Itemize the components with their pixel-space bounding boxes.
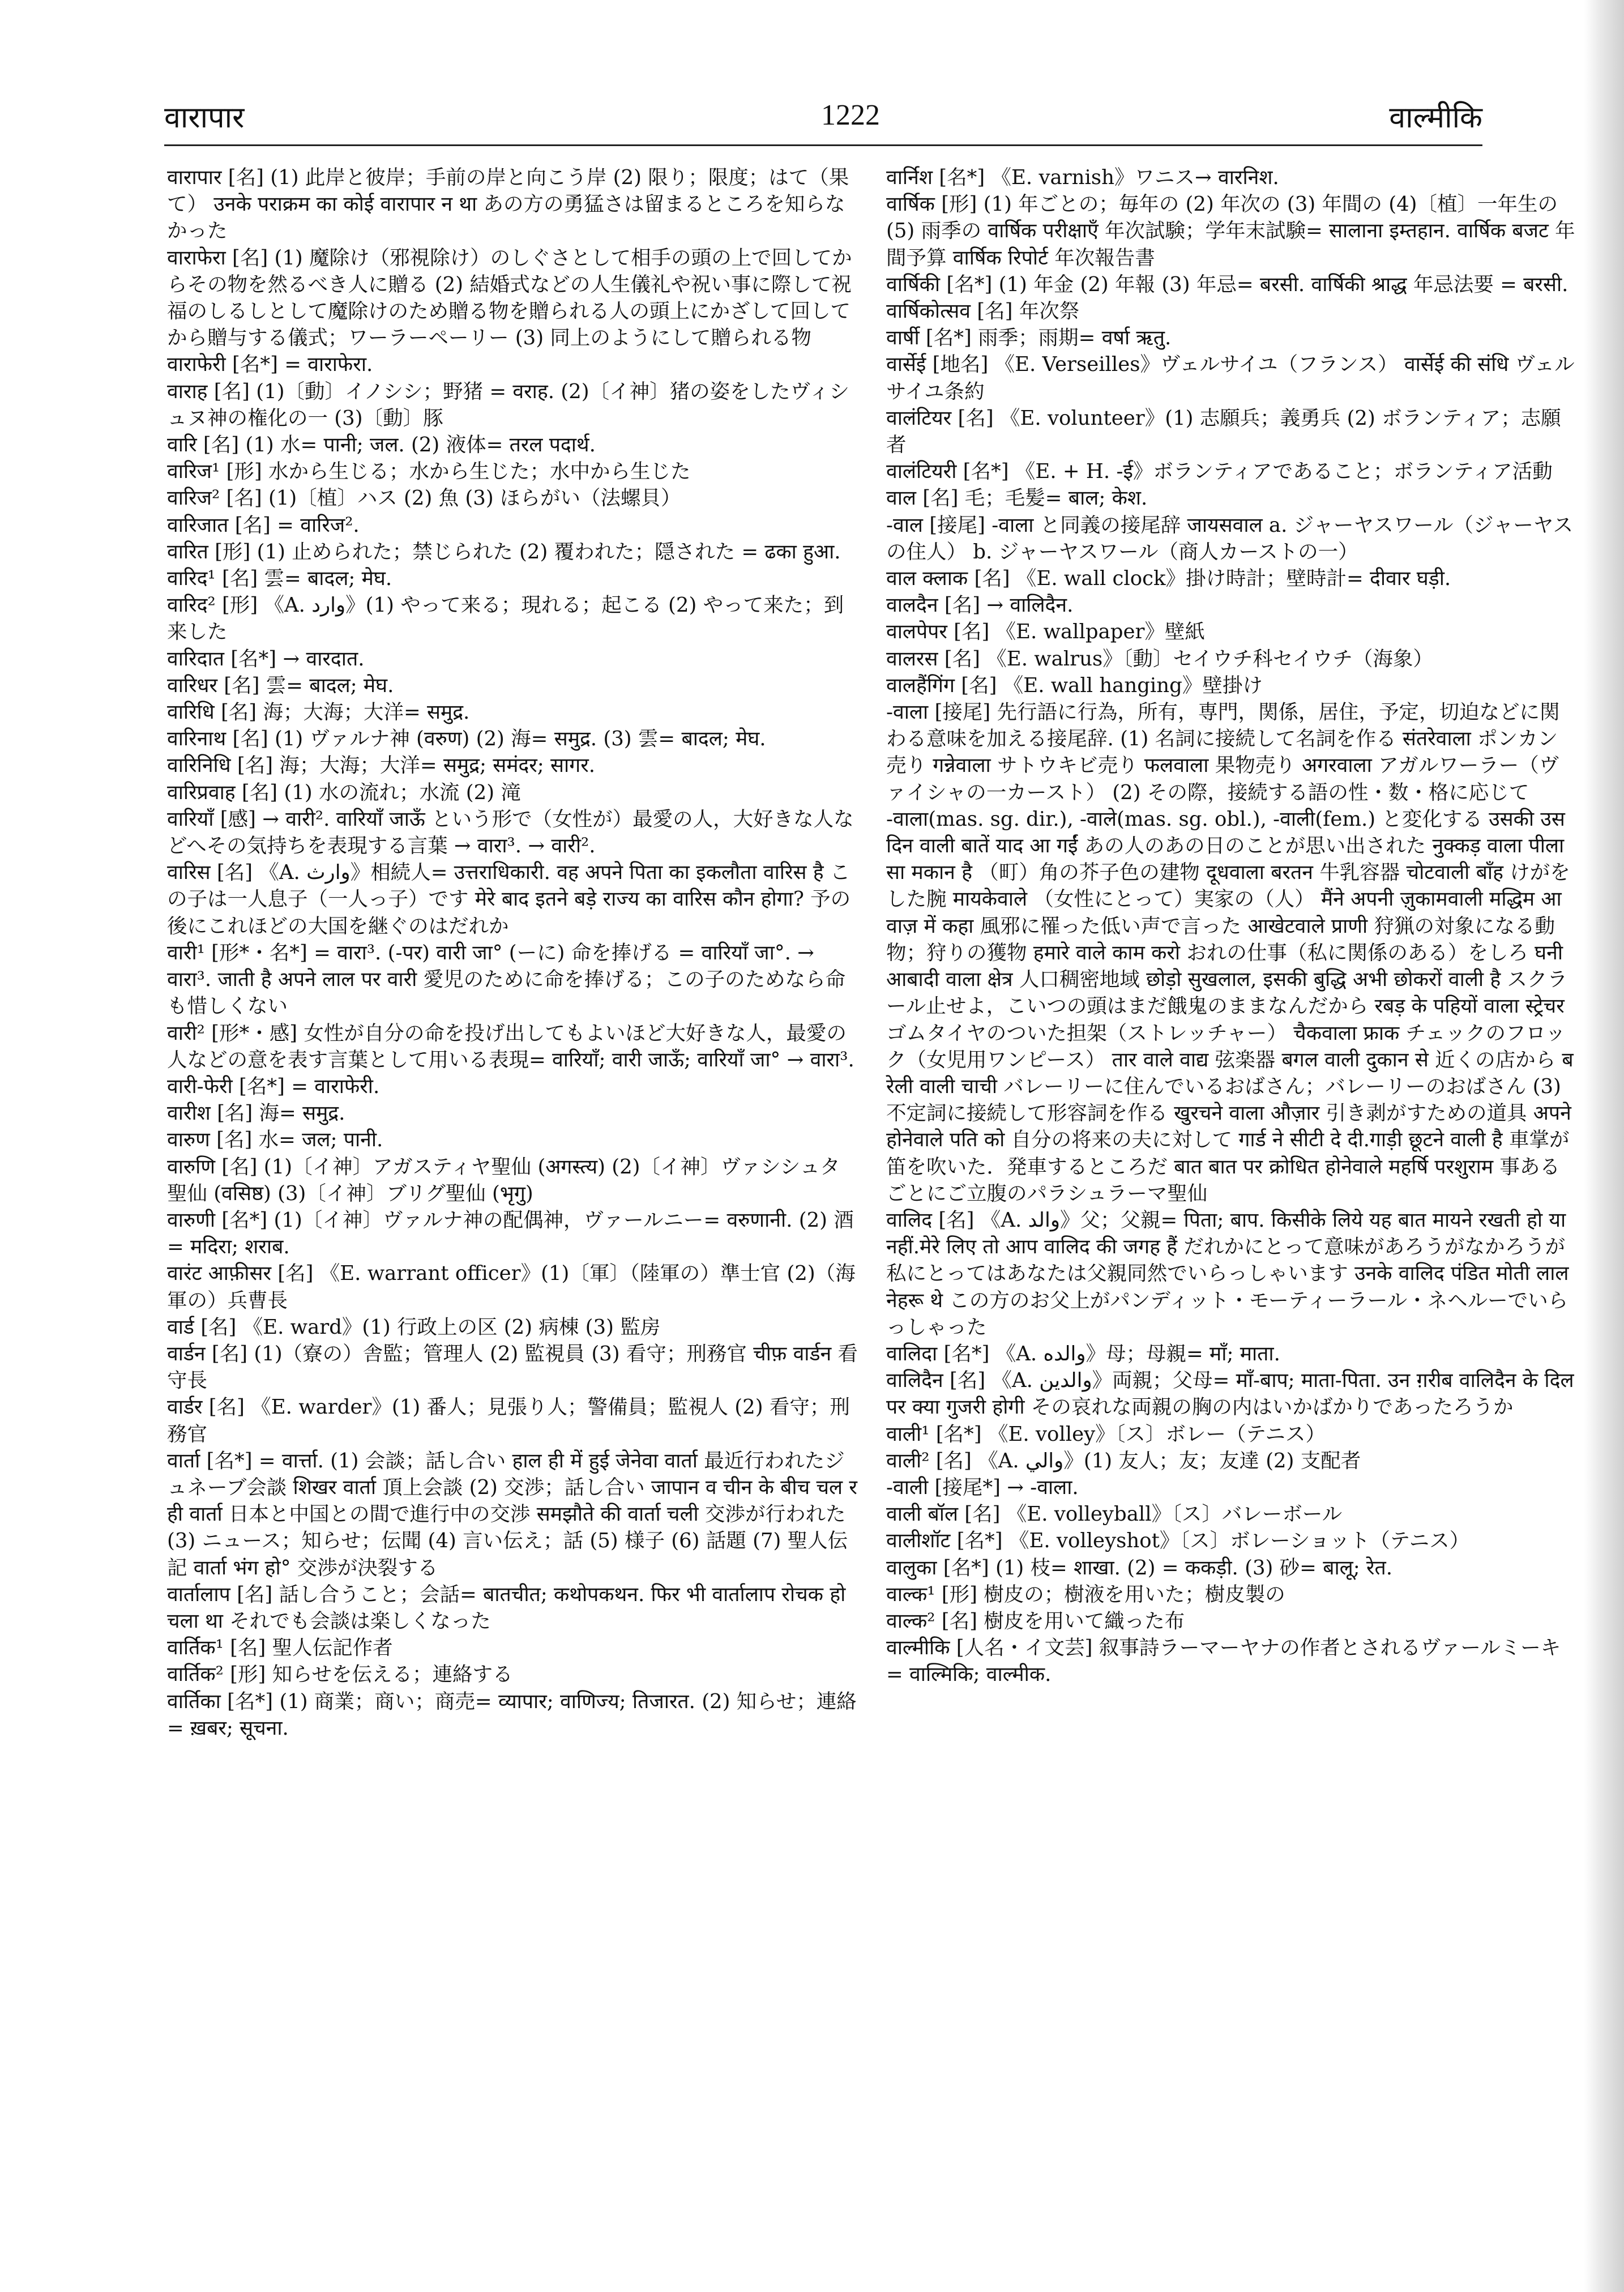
dictionary-entry: वाल [名] 毛；毛髪= बाल; केश. <box>886 486 1148 510</box>
dictionary-entry: वार्तिक² [形] 知らせを伝える；連絡する <box>167 1663 513 1687</box>
dictionary-entry: वाराफेरी [名*] = वाराफेरा. <box>167 353 373 377</box>
dictionary-entry: वारुणि [名] (1)〔イ神〕アガスティヤ聖仙 (अगस्त्य) (2)〔イ神〕ヴァシシュタ聖仙 (वसिष्ठ) (3)〔イ神〕ブリグ聖仙 (भृगु) <box>167 1155 840 1205</box>
dictionary-entry: -वाल [接尾] -वाला と同義の接尾辞 जायसवाल a. ジャーヤスワール（ジャーヤスの住人） b. ジャーヤスワール（商人カーストの一） <box>886 513 1574 564</box>
dictionary-entry: वार्षिकी [名*] (1) 年金 (2) 年報 (3) 年忌= बरसी. वार्षिकी श्राद्ध 年忌法要 = बरसी. <box>886 272 1569 296</box>
dictionary-entry: वारिनाथ [名] (1) ヴァルナ神 (वरुण) (2) 海= समुद्र. (3) 雲= बादल; मेघ. <box>167 727 766 751</box>
dictionary-entry: वालपेपर [名] 《E. wallpaper》壁紙 <box>886 620 1205 644</box>
dictionary-entry: वारिस [名] 《A. وارث》相続人= उत्तराधिकारी. वह अपने पिता का इकलौता वारिस है この子は一人息子（一人っ子）です मेरे बाद इतने बड़े राज्य का वारिस कौन होगा? 予の後にこれほどの大国を継ぐのはだれか <box>167 861 851 938</box>
dictionary-entry: वारिद² [形] 《A. وارد》(1) やって来る；現れる；起こる (2) やって来た；到来した <box>167 594 844 644</box>
dictionary-entry: वारिद¹ [名] 雲= बादल; मेघ. <box>167 567 392 591</box>
dictionary-entry: वारीश [名] 海= समुद्र. <box>167 1102 345 1125</box>
dictionary-entry: वारी² [形*・感] 女性が自分の命を投げ出してもよいほど大好きな人，最愛の人などの意を表す言葉として用いる表現= वारियाँ; वारी जाऊँ; वारियाँ जा° → वारा³. <box>167 1021 854 1072</box>
dictionary-entry: वाली² [名] 《A. والي》(1) 友人；友；友達 (2) 支配者 <box>886 1449 1361 1472</box>
header-rule <box>164 144 1482 146</box>
dictionary-entry: वार्तिक¹ [名] 聖人伝記作者 <box>167 1636 393 1660</box>
dictionary-entry: वालदैन [名] → वालिदैन. <box>886 594 1074 617</box>
dictionary-entry: वालरस [名] 《E. walrus》〔動〕セイウチ科セイウチ（海象） <box>886 647 1433 671</box>
page-edge-shadow <box>1584 0 1624 2292</box>
dictionary-entry: -वाली [接尾*] → -वाला. <box>886 1475 1079 1499</box>
dictionary-entry: वाल क्लाक [名] 《E. wall clock》掛け時計；壁時計= दीवार घड़ी. <box>886 567 1451 591</box>
dictionary-entry: वार्डर [名] 《E. warder》(1) 番人；見張り人；警備員；監視人 (2) 看守；刑務官 <box>167 1395 850 1446</box>
dictionary-entry: वार्ड [名] 《E. ward》(1) 行政上の区 (2) 病棟 (3) 監房 <box>167 1315 661 1339</box>
dictionary-entry: वार्षी [名*] 雨季；雨期= वर्षा ऋतु. <box>886 326 1172 350</box>
dictionary-entry: वारी-फेरी [名*] = वाराफेरी. <box>167 1074 380 1098</box>
dictionary-entry: वालुका [名*] (1) 枝= शाखा. (2) = ककड़ी. (3) 砂= बालू; रेत. <box>886 1556 1393 1580</box>
dictionary-entry: वारिप्रवाह [名] (1) 水の流れ；水流 (2) 滝 <box>167 780 521 804</box>
dictionary-entry: वारियाँ [感] → वारी². वारियाँ जाऊँ という形で（女性が）最愛の人，大好きな人などへその気持ちを表現する言葉 → वारा³. → वारी². <box>167 807 854 858</box>
dictionary-entry: वार्षिक [形] (1) 年ごとの；毎年の (2) 年次の (3) 年間の (4)〔植〕一年生の (5) 雨季の वार्षिक परीक्षाएँ 年次試験；学年末試験= सालाना इम्तहान. वार्षिक बजट 年間予算 वार्षिक रिपोर्ट 年次報告書 <box>886 193 1575 270</box>
dictionary-entry: वालिद [名] 《A. والد》父；父親= पिता; बाप. किसीके लिये यह बात मायने रखती हो या नहीं.मेरे लिए तो आप वालिद की जगह हैं だれかにとって意味があろうがなかろうが私にとってはあなたは父親同然でいらっしゃいます उनके वालिद पंडित मोती लाल नेहरू थे この方のお父上がパンディット・モーティーラール・ネヘルーでいらっしゃった <box>886 1208 1569 1339</box>
dictionary-entry: वारिदात [名*] → वारदात. <box>167 647 365 671</box>
dictionary-entry: वालंटियर [名] 《E. volunteer》(1) 志願兵；義勇兵 (2) ボランティア；志願者 <box>886 406 1561 457</box>
dictionary-entry: वारिधर [名] 雲= बादल; मेघ. <box>167 673 394 697</box>
dictionary-entry: वाराह [名] (1)〔動〕イノシシ；野猪 = वराह. (2)〔イ神〕猪の姿をしたヴィシュヌ神の権化の一 (3)〔動〕豚 <box>167 379 849 430</box>
dictionary-entry: वाली बॉल [名] 《E. volleyball》〔ス〕バレーボール <box>886 1503 1343 1526</box>
left-running-headword: वारापार <box>164 101 245 135</box>
dictionary-entry: -वाला [接尾] 先行語に行為，所有，専門，関係，居住，予定，切迫などに関わる意味を加える接尾辞. (1) 名詞に接続して名詞を作る संतरेवाला ポンカン売り गन्नेवाला サトウキビ売り फलवाला 果物売り अगरवाला アガルワーラー（ヴァイシャの一カースト） (2) その際，接続する語の性・数・格に応じて -वाला(mas. sg. dir.), -वाले(mas. sg. obl.), -वाली(fem.) と変化する उसकी उस दिन वाली बातें याद आ गईं あの人のあの日のことが思い出された नुक्कड़ वाला पीला सा मकान है （町）角の芥子色の建物 दूधवाला बरतन 牛乳容器 चोटवाली बाँह けがをした腕 मायकेवाले （女性にとって）実家の（人） मैंने अपनी ज़ुकामवाली मद्धिम आवाज़ में कहा 風邪に罹った低い声で言った आखेटवाले प्राणी 狩猟の対象になる動物；狩りの獲物 हमारे वाले काम करो おれの仕事（私に関係のある）をしろ घनी आबादी वाला क्षेत्र 人口稠密地域 छोड़ो सुखलाल, इसकी बुद्धि अभी छोकरों वाली है スクラール止せよ，こいつの頭はまだ餓鬼のままなんだから रबड़ के पहियों वाला स्ट्रेचर ゴムタイヤのついた担架（ストレッチャー） चैकवाला फ्राक チェックのフロック（女児用ワンピース） तार वाले वाद्य 弦楽器 बगल वाली दुकान से 近くの店から बरेली वाली चाची バレーリーに住んでいるおばさん；バレーリーのおばさん (3) 不定詞に接続して形容詞を作る खुरचने वाला औज़ार 引き剥がすための道具 अपने होनेवाले पति को 自分の将来の夫に対して गार्ड ने सीटी दे दी.गाड़ी छूटने वाली है 車掌が笛を吹いた．発車するところだ बात बात पर क्रोधित होनेवाले महर्षि परशुराम 事あるごとにご立腹のパラシュラーマ聖仙 <box>886 701 1574 1205</box>
dictionary-entry: वालहैंगिंग [名] 《E. wall hanging》壁掛け <box>886 673 1263 697</box>
right-column <box>886 164 1577 1688</box>
dictionary-entry: वार्निश [名*] 《E. varnish》ワニス→ वारनिश. <box>886 166 1279 189</box>
dictionary-entry: वार्तालाप [名] 話し合うこと；会話= बातचीत; कथोपकथन. फिर भी वार्तालाप रोचक हो चला था それでも会談は楽しくなった <box>167 1582 846 1633</box>
dictionary-entry: वाराफेरा [名] (1) 魔除け（邪視除け）のしぐさとして相手の頭の上で回してからその物を然るべき人に贈る (2) 結婚式などの人生儀礼や祝い事に際して祝福のしるしとして魔除けのため贈る物を贈られる人の頭上にかざして回してから贈与する儀式；ワーラーペーリー (3) 同上のようにして贈られる物 <box>167 246 852 350</box>
dictionary-entry: वालिदा [名*] 《A. والده》母；母親= माँ; माता. <box>886 1342 1280 1365</box>
dictionary-entry: वार्तिका [名*] (1) 商業；商い；商売= व्यापार; वाणिज्य; तिजारत. (2) 知らせ；連絡= ख़बर; सूचना. <box>167 1689 857 1740</box>
dictionary-entry: वारिनिधि [名] 海；大海；大洋= समुद्र; समंदर; सागर. <box>167 754 596 778</box>
dictionary-entry: वारी¹ [形*・名*] = वारा³. (-पर) वारी जा° (ーに) 命を捧げる = वारियाँ जा°. → वारा³. जाती है अपने लाल पर वारी 愛児のために命を捧げる；この子のためなら命も惜しくない <box>167 941 846 1018</box>
dictionary-entry: वार्ता [名*] = वार्त्ता. (1) 会談；話し合い हाल ही में हुई जेनेवा वार्ता 最近行われたジュネーブ会談 शिखर वार्ता 頂上会談 (2) 交渉；話し合い जापान व चीन के बीच चल रही वार्ता 日本と中国との間で進行中の交渉 समझौते की वार्ता चली 交渉が行われた (3) ニュース；知らせ；伝聞 (4) 言い伝え；話 (5) 様子 (6) 話題 (7) 聖人伝記 वार्ता भंग हो° 交渉が決裂する <box>167 1449 857 1580</box>
dictionary-entry: वाल्मीकि [人名・イ文芸] 叙事詩ラーマーヤナの作者とされるヴァールミーキ= वाल्मिकि; वाल्मीक. <box>886 1636 1561 1687</box>
page-header <box>164 96 1482 142</box>
dictionary-entry: वाली¹ [名*] 《E. volley》〔ス〕ボレー（テニス） <box>886 1422 1326 1446</box>
dictionary-entry: वाल्क¹ [形] 樹皮の；樹液を用いた；樹皮製の <box>886 1582 1285 1606</box>
dictionary-entry: वारिधि [名] 海；大海；大洋= समुद्र. <box>167 701 470 724</box>
right-running-headword: वाल्मीकि <box>1389 101 1482 135</box>
dictionary-entry: वालंटियरी [名*] 《E. + H. -ई》ボランティアであること；ボランティア活動 <box>886 460 1553 484</box>
dictionary-entry: वारित [形] (1) 止められた；禁じられた (2) 覆われた；隠された = ढका हुआ. <box>167 540 841 564</box>
page-number: 1222 <box>821 99 880 131</box>
dictionary-entry: वार्षिकोत्सव [名] 年次祭 <box>886 300 1080 323</box>
dictionary-entry: वार्डन [名] (1)（寮の）舎監；管理人 (2) 監視員 (3) 看守；刑務官 चीफ़ वार्डन 看守長 <box>167 1342 858 1393</box>
dictionary-entry: वारि [名] (1) 水= पानी; जल. (2) 液体= तरल पदार्थ. <box>167 433 596 457</box>
dictionary-entry: वारुणी [名*] (1)〔イ神〕ヴァルナ神の配偶神，ヴァールニー= वरुणानी. (2) 酒= मदिरा; शराब. <box>167 1208 854 1259</box>
dictionary-entry: वारंट आफ़ीसर [名] 《E. warrant officer》(1)〔軍〕（陸軍の）準士官 (2)（海軍の）兵曹長 <box>167 1262 856 1312</box>
dictionary-entry: वारापार [名] (1) 此岸と彼岸；手前の岸と向こう岸 (2) 限り；限度；はて（果て） उनके पराक्रम का कोई वारापार न था あの方の勇猛さは留まるところを知らなかった <box>167 166 849 243</box>
dictionary-entry: वार्सेई [地名] 《E. Verseilles》ヴェルサイユ（フランス） वार्सेई की संधि ヴェルサイユ条約 <box>886 353 1575 403</box>
dictionary-entry: वारिजात [名] = वारिज². <box>167 513 360 537</box>
dictionary-entry: वालीशॉट [名*] 《E. volleyshot》〔ス〕ボレーショット（テニス） <box>886 1529 1470 1553</box>
left-column <box>167 164 858 1742</box>
dictionary-entry: वारुण [名] 水= जल; पानी. <box>167 1128 383 1152</box>
dictionary-entry: वाल्क² [名] 樹皮を用いて織った布 <box>886 1609 1185 1633</box>
dictionary-entry: वारिज² [名] (1)〔植〕ハス (2) 魚 (3) ほらがい（法螺貝） <box>167 486 681 510</box>
dictionary-entry: वालिदैन [名] 《A. والدين》両親；父母= माँ-बाप; माता-पिता. उन ग़रीब वालिदैन के दिल पर क्या गुजरी होगी その哀れな両親の胸の内はいかばかりであったろうか <box>886 1369 1574 1419</box>
dictionary-entry: वारिज¹ [形] 水から生じる；水から生じた；水中から生じた <box>167 460 691 484</box>
